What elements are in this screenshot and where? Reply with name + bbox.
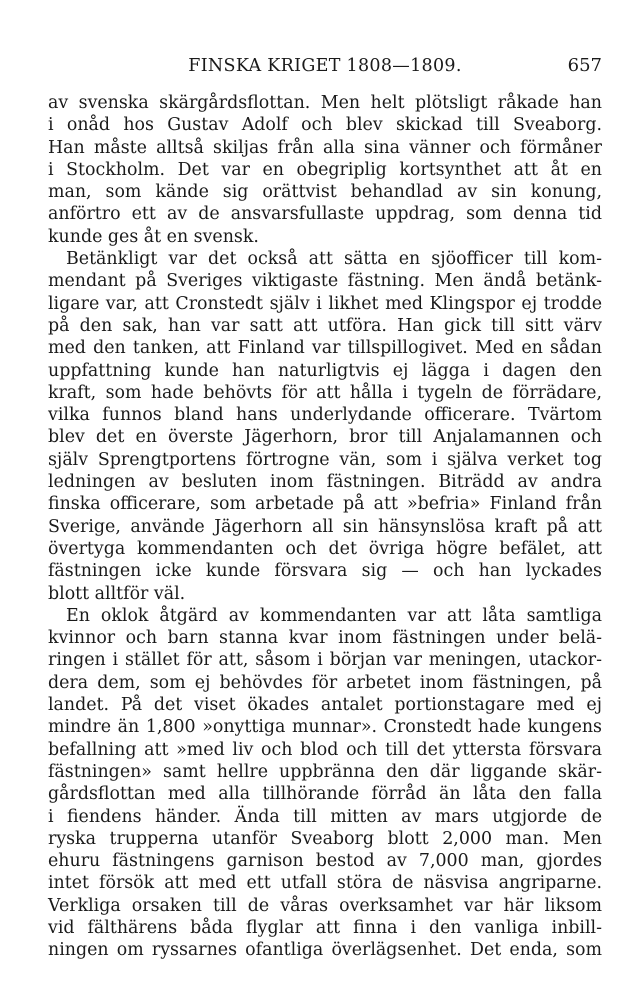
text-line: i Stockholm. Det var en obegriplig kortsynthet att åt en <box>48 159 602 180</box>
text-line: ringen i stället för att, såsom i början var meningen, utackor- <box>48 650 602 671</box>
text-line: vilka funnos bland hans underlydande officerare. Tvärtom <box>48 405 602 426</box>
text-line: av svenska skärgårdsflottan. Men helt plötsligt råkade han <box>48 93 602 113</box>
text-line: i fiendens händer. Ända till mitten av mars utgjorde de <box>48 806 602 827</box>
text-line: fästningen icke kunde försvara sig — och han lyckades <box>48 561 602 582</box>
text-line: övertyga kommendanten och det övriga högre befälet, att <box>48 538 602 559</box>
text-line: Han måste alltså skiljas från alla sina vänner och förmåner <box>48 137 602 158</box>
text-line: i onåd hos Gustav Adolf och blev skickad till Sveaborg. <box>48 115 602 136</box>
text-line: ningen om ryssarnes ofantliga överlägsenhet. Det enda, som <box>48 940 602 961</box>
text-line: blev det en överste Jägerhorn, bror till Anjalamannen och <box>48 427 602 448</box>
text-line: mendant på Sveriges viktigaste fästning. Men ändå betänk- <box>48 271 602 292</box>
text-line: befallning att »med liv och blod och till det yttersta försvara <box>48 739 602 760</box>
text-line: anförtro ett av de ansvarsfullaste uppdrag, som denna tid <box>48 204 602 225</box>
text-line: dera dem, som ej behövdes för arbetet inom fästningen, på <box>48 672 602 693</box>
text-line: finska officerare, som arbetade på att »befria» Finland från <box>48 494 602 515</box>
text-line: kunde ges åt en svensk. <box>48 226 259 247</box>
text-line: kraft, som hade behövts för att hålla i tygeln de förrädare, <box>48 382 602 403</box>
text-line: vid fälthärens båda flyglar att finna i den vanliga inbill- <box>48 917 602 938</box>
body-text <box>48 92 602 962</box>
text-line: kvinnor och barn stanna kvar inom fästningen under belä- <box>48 628 602 649</box>
text-line: själv Sprengtportens förtrogne vän, som i själva verket tog <box>48 449 602 470</box>
text-line: fästningen» samt hellre uppbränna den där liggande skär- <box>48 761 602 782</box>
text-line: ryska trupperna utanför Sveaborg blott 2,000 man. Men <box>48 828 602 849</box>
text-line: man, som kände sig orättvist behandlad av sin konung, <box>48 182 602 203</box>
page-number: 657 <box>567 55 602 76</box>
text-line: uppfattning kunde han naturligtvis ej lägga i dagen den <box>48 360 602 381</box>
text-line: Sverige, använde Jägerhorn all sin hänsynslösa kraft på att <box>48 516 602 537</box>
text-line: gårdsflottan med alla tillhörande förråd än låta den falla <box>48 784 602 805</box>
text-line: intet försök att med ett utfall störa de näsvisa angriparne. <box>48 873 602 894</box>
text-line: ledningen av besluten inom fästningen. Biträdd av andra <box>48 472 602 493</box>
text-line: Betänkligt var det också att sätta en sjöofficer till kom- <box>66 249 602 270</box>
text-line: landet. På det viset ökades antalet portionstagare med ej <box>48 695 602 716</box>
text-line: mindre än 1,800 »onyttiga munnar». Cronstedt hade kungens <box>48 717 602 738</box>
running-head <box>48 52 602 80</box>
text-line: blott alltför väl. <box>48 583 186 604</box>
text-line: Verkliga orsaken till de våras overksamhet var här liksom <box>48 895 602 916</box>
text-line: med den tanken, att Finland var tillspillogivet. Med en sådan <box>48 338 602 359</box>
running-title: FINSKA KRIGET 1808—1809. <box>188 56 462 76</box>
text-line: på den sak, han var satt att utföra. Han gick till sitt värv <box>48 315 602 336</box>
text-line: ehuru fästningens garnison bestod av 7,000 man, gjordes <box>48 851 602 872</box>
text-line: ligare var, att Cronstedt själv i likhet med Klingspor ej trodde <box>48 293 602 314</box>
text-line: En oklok åtgärd av kommendanten var att låta samtliga <box>66 605 602 626</box>
